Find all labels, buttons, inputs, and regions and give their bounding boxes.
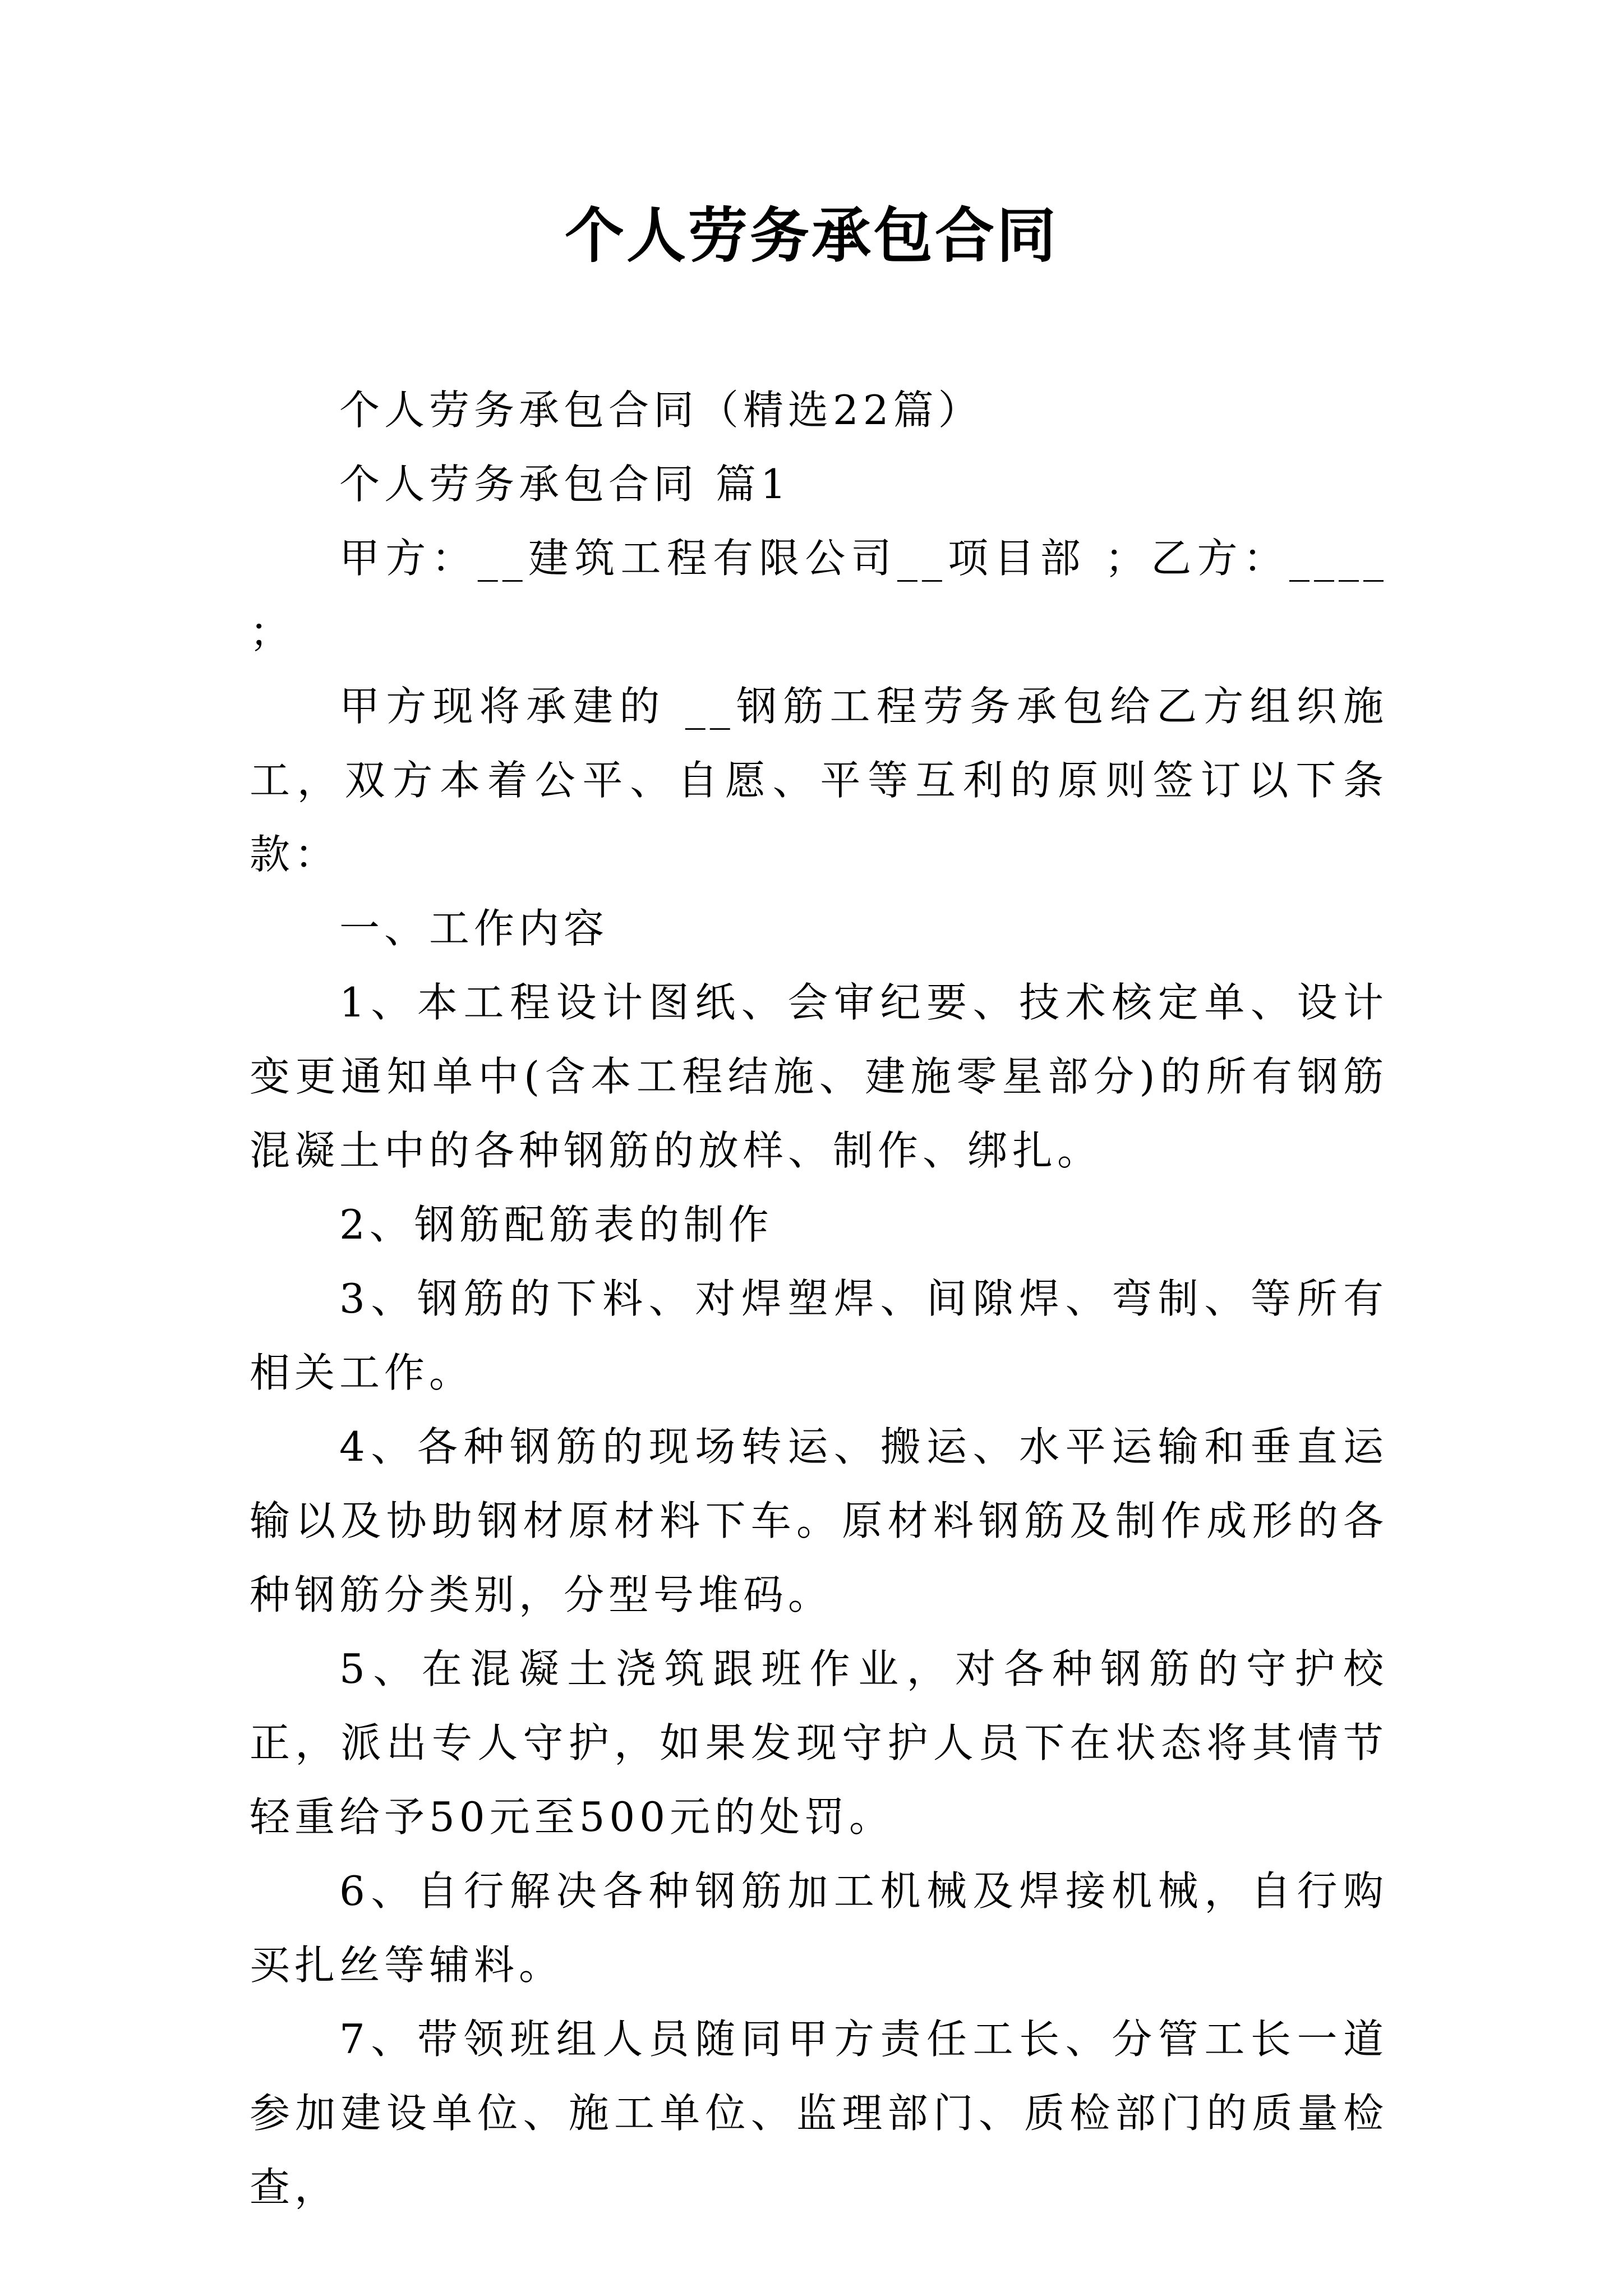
paragraph-item-5: 5、在混凝土浇筑跟班作业，对各种钢筋的守护校正，派出专人守护，如果发现守护人员下在状态将其情节轻重给予50元至500元的处罚。 (250, 1645, 1388, 1841)
paragraph-item-4: 4、各种钢筋的现场转运、搬运、水平运输和垂直运输以及协助钢材原材料下车。原材料钢筋及制作成形的各种钢筋分类别，分型号堆码。 (250, 1423, 1388, 1618)
paragraph-item-6: 6、自行解决各种钢筋加工机械及焊接机械，自行购买扎丝等辅料。 (250, 1867, 1388, 1989)
paragraph-section-heading: 个人劳务承包合同 篇1 (339, 461, 791, 508)
paragraph-item-7: 7、带领班组人员随同甲方责任工长、分管工长一道参加建设单位、施工单位、监理部门、质检部门的质量检查， (250, 2016, 1388, 2211)
paragraph-item-2: 2、钢筋配筋表的制作 (339, 1201, 773, 1248)
paragraph-subtitle: 个人劳务承包合同（精选22篇） (339, 386, 983, 434)
paragraph-item-1: 1、本工程设计图纸、会审纪要、技术核定单、设计变更通知单中(含本工程结施、建施零星部分)的所有钢筋混凝土中的各种钢筋的放样、制作、绑扎。 (250, 979, 1388, 1174)
paragraph-preamble: 甲方现将承建的 __钢筋工程劳务承包给乙方组织施工，双方本着公平、自愿、平等互利的原则签订以下条款： (250, 683, 1388, 878)
paragraph-parties: 甲方：__建筑工程有限公司__项目部 ；乙方：____ ； (250, 535, 1388, 656)
document-body (250, 373, 1388, 2224)
document-title: 个人劳务承包合同 (565, 200, 1058, 270)
paragraph-item-3: 3、钢筋的下料、对焊塑焊、间隙焊、弯制、等所有相关工作。 (250, 1275, 1388, 1396)
paragraph-clause-heading: 一、工作内容 (339, 905, 609, 952)
